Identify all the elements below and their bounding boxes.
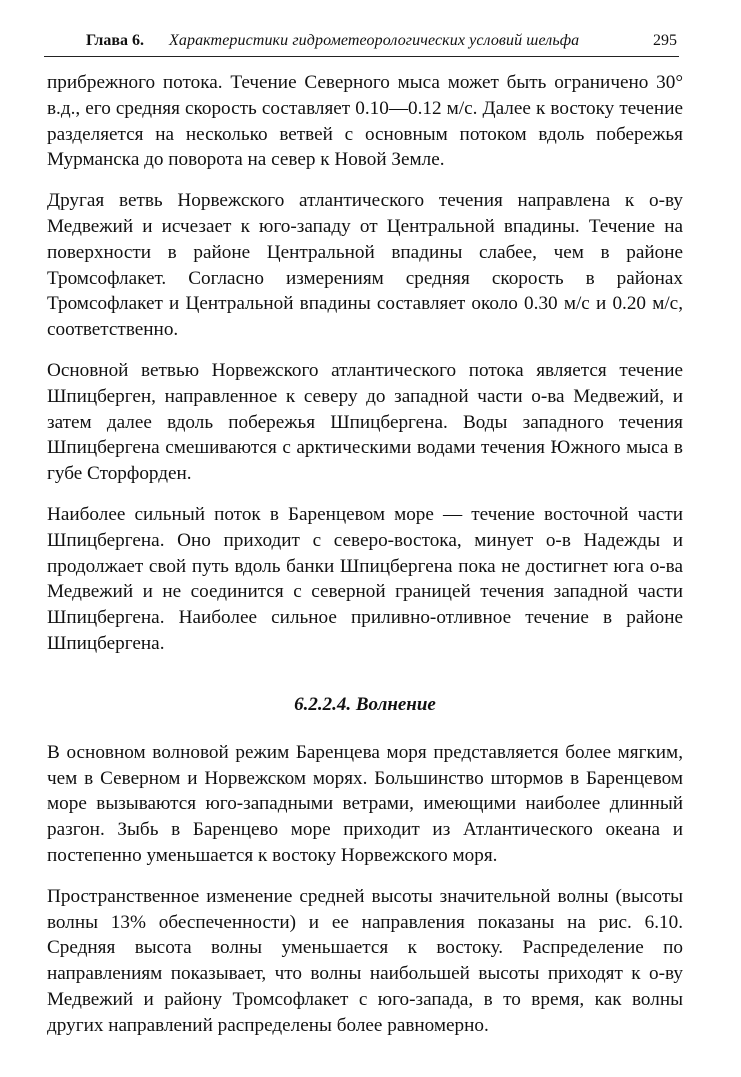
running-header [44,32,679,57]
body-text [47,70,683,1054]
chapter-title: Характеристики гидрометеорологических условий шельфа [169,32,580,49]
paragraph: В основном волновой режим Баренцева моря представляется более мягким, чем в Северном и Норвежском морях. Большинство штормов в Баренцевом море вызываются юго-западными ветрами, имеющими наиболее длинный разгон. Зыбь в Баренцево море приходит из Атлантического океана и постепенно уменьшается к востоку Норвежского моря. [47,741,683,866]
page-number: 295 [653,32,677,49]
section-heading: 6.2.2.4. Волнение [294,693,436,715]
chapter-label: Глава 6. [86,32,144,49]
paragraph: Наиболее сильный поток в Баренцевом море — течение восточной части Шпицбергена. Оно приходит с северо-востока, минует о-в Надежды и продолжает свой путь вдоль банки Шпицбергена пока не достигнет юга о-ва Медвежий и не соединится с северной границей течения западной части Шпицбергена. Наиболее сильное приливно-отливное течение в районе Шпицбергена. [47,503,683,654]
paragraph: Другая ветвь Норвежского атлантического течения направлена к о-ву Медвежий и исчезает к юго-западу от Центральной впадины. Течение на поверхности в районе Центральной впадины слабее, чем в районе Тромсофлакет. Согласно измерениям средняя скорость в районах Тромсофлакет и Центральной впадины составляет около 0.30 м/с и 0.20 м/с, соответственно. [47,190,683,341]
paragraph: Пространственное изменение средней высоты значительной волны (высоты волны 13% обеспеченности) и ее направления показаны на рис. 6.10. Средняя высота волны уменьшается к востоку. Распределение по направлениям показывает, что волны наибольшей высоты приходят к о-ву Медвежий и району Тромсофлакет с юго-запада, в то время, как волны других направлений распределены более равномерно. [47,885,683,1036]
paragraph: Основной ветвью Норвежского атлантического потока является течение Шпицберген, направленное к северу до западной части о-ва Медвежий, и затем далее вдоль побережья Шпицбергена. Воды западного течения Шпицбергена смешиваются с арктическими водами течения Южного мыса в губе Сторфорден. [47,359,683,485]
paragraph: прибрежного потока. Течение Северного мыса может быть ограничено 30° в.д., его средняя скорость составляет 0.10—0.12 м/с. Далее к востоку течение разделяется на несколько ветвей с основным потоком вдоль побережья Мурманска до поворота на север к Новой Земле. [47,72,683,171]
